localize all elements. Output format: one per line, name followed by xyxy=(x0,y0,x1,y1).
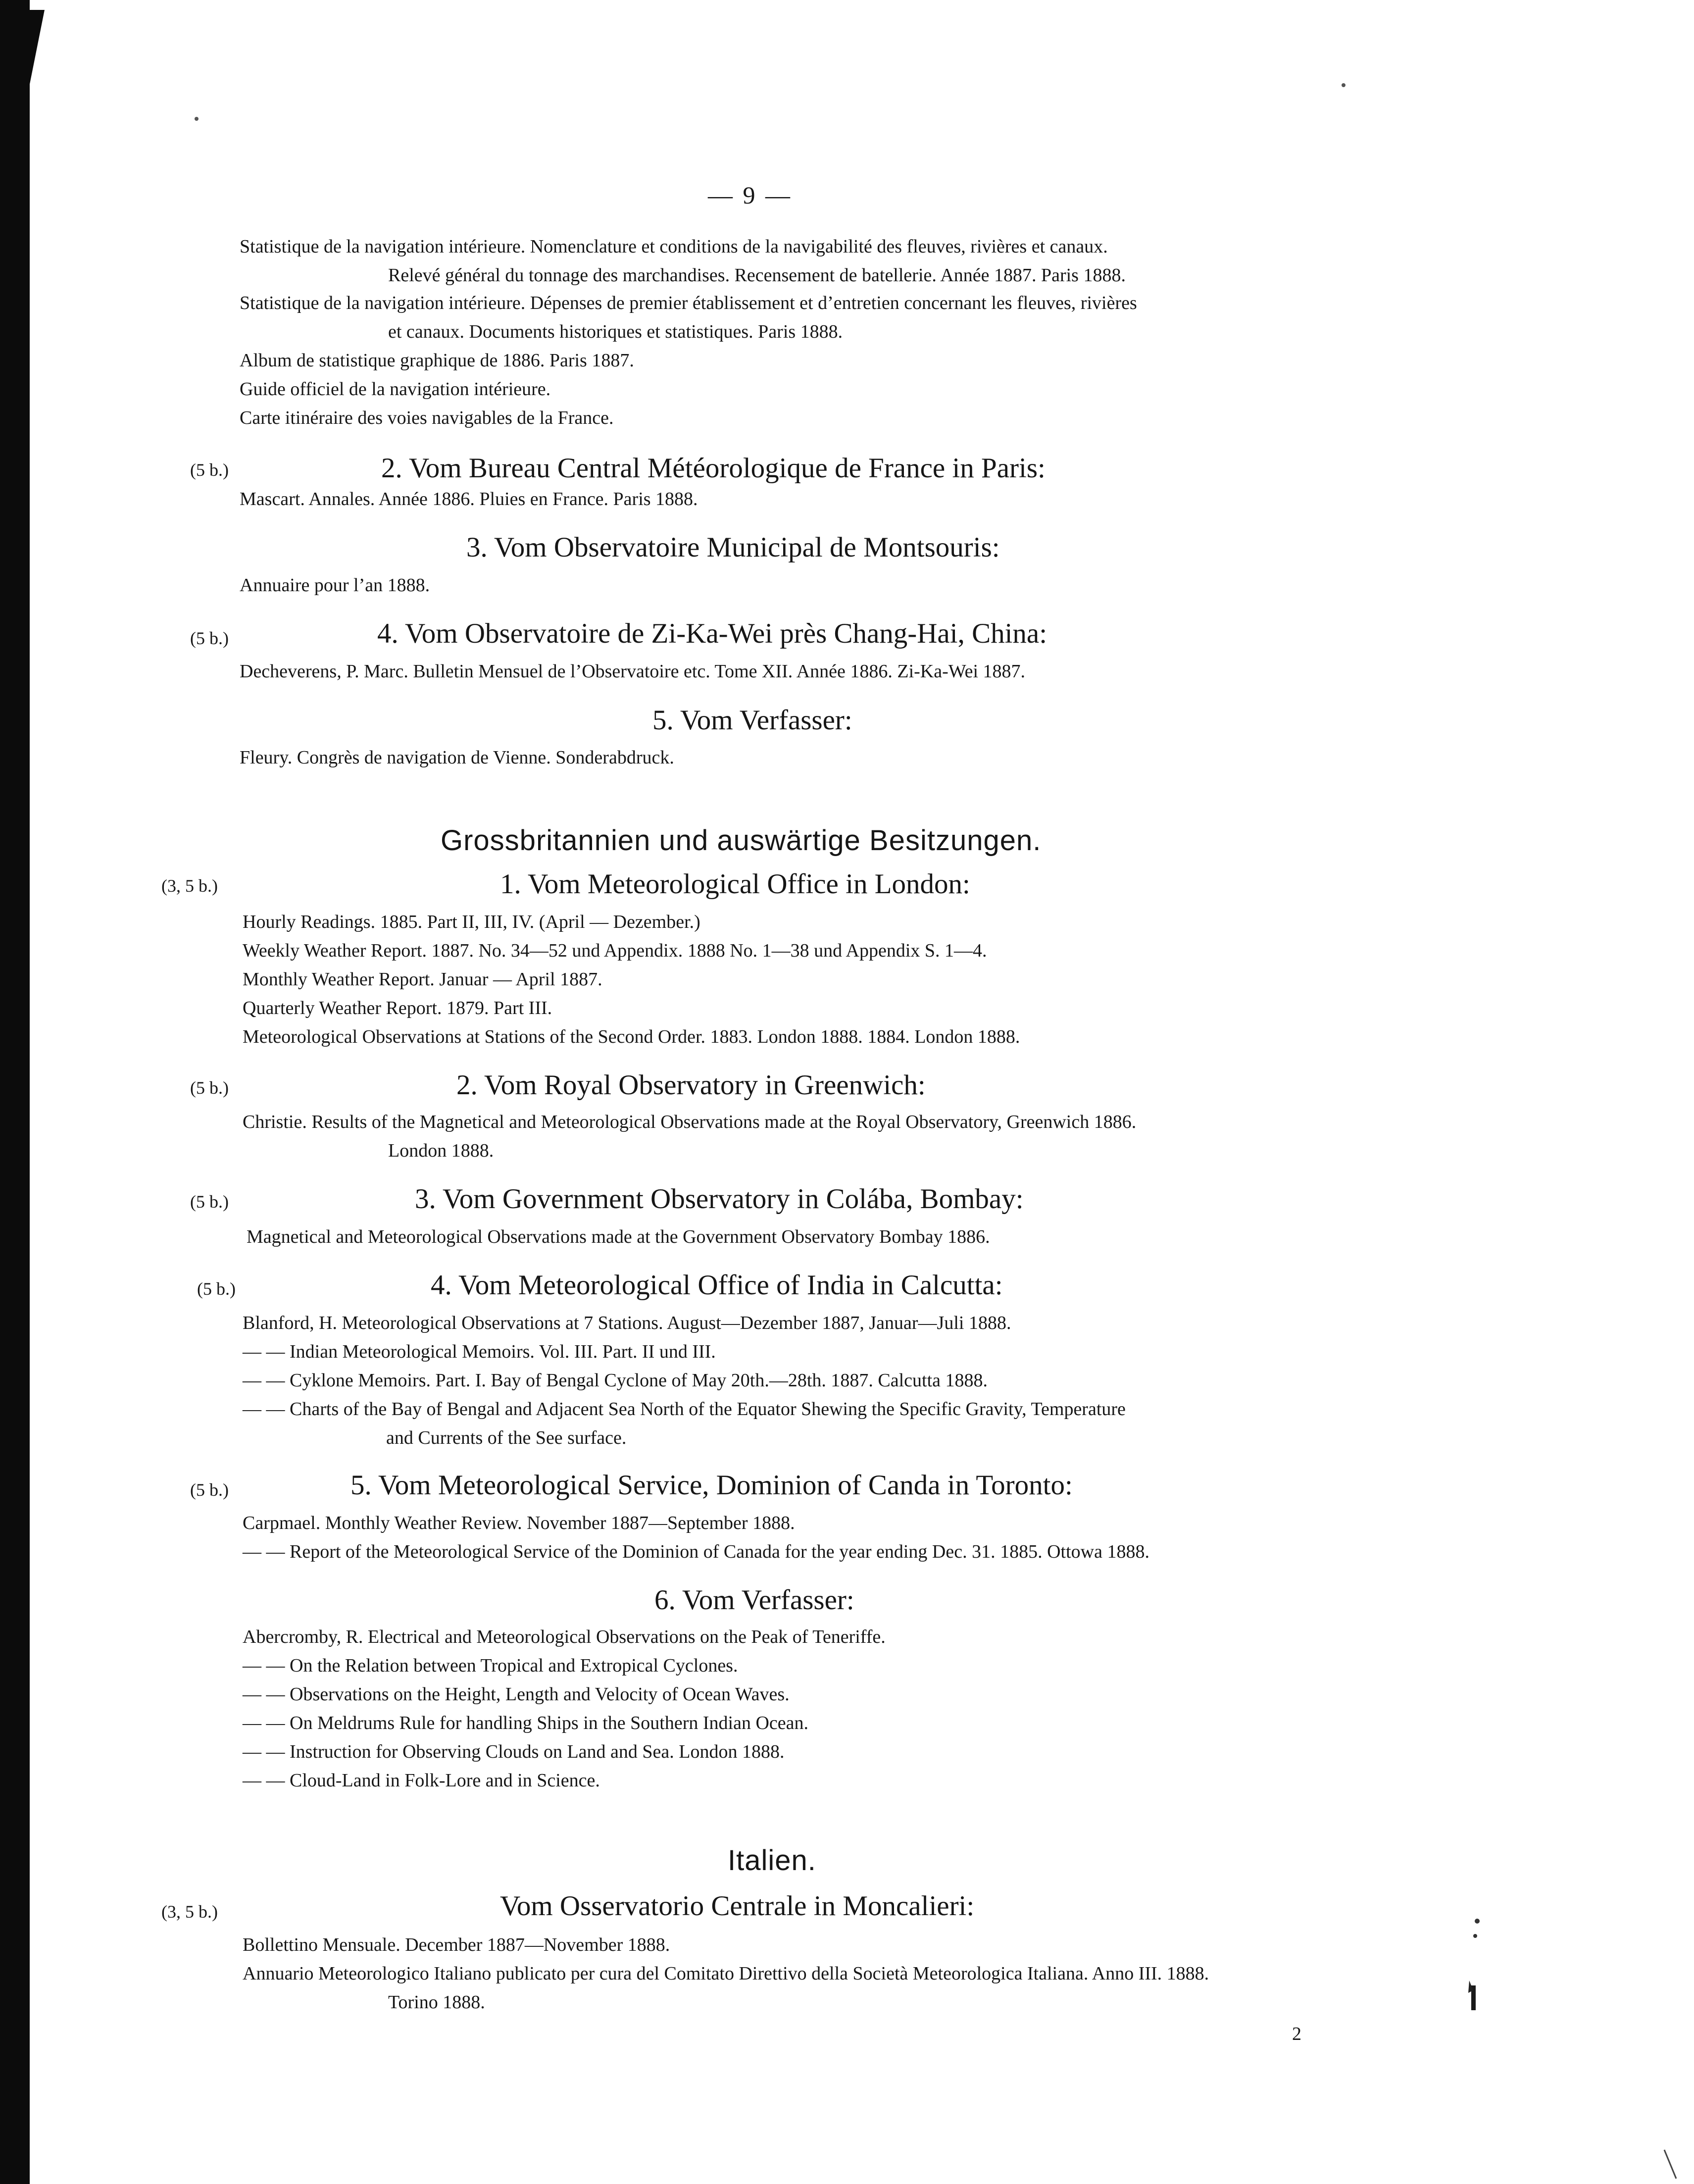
section-heading: Vom Osservatorio Centrale in Moncalieri: xyxy=(500,1890,975,1922)
entry-line: — — Cloud-Land in Folk-Lore and in Science. xyxy=(243,1770,600,1791)
entry-line: Torino 1888. xyxy=(388,1992,485,2013)
entry-line: Relevé général du tonnage des marchandises. Recensement de batellerie. Année 1887. Paris 1888. xyxy=(388,265,1126,286)
entry-line: — — Report of the Meteorological Service of the Dominion of Canada for the year ending Dec. 31. 1885. Ottowa 1888. xyxy=(243,1541,1149,1562)
section-heading: 3. Vom Government Observatory in Colába, Bombay: xyxy=(415,1183,1024,1215)
section-heading: 3. Vom Observatoire Municipal de Montsouris: xyxy=(466,532,1000,563)
section-heading: 5. Vom Verfasser: xyxy=(652,705,852,736)
entry-line: — — On Meldrums Rule for handling Ships in the Southern Indian Ocean. xyxy=(243,1713,809,1733)
country-heading: Grossbritannien und auswärtige Besitzungen. xyxy=(441,824,1042,857)
entry-line: Album de statistique graphique de 1886. Paris 1887. xyxy=(240,350,634,371)
country-heading: Italien. xyxy=(728,1844,816,1877)
shelf-mark: (5 b.) xyxy=(197,1279,236,1299)
ink-smudge xyxy=(1466,1916,1481,2015)
entry-line: Magnetical and Meteorological Observations made at the Government Observatory Bombay 1886. xyxy=(247,1226,990,1247)
entry-line: Meteorological Observations at Stations of the Second Order. 1883. London 1888. 1884. London 1888. xyxy=(243,1026,1020,1047)
entry-line: Carpmael. Monthly Weather Review. November 1887—September 1888. xyxy=(243,1513,795,1533)
entry-line: Fleury. Congrès de navigation de Vienne. Sonderabdruck. xyxy=(240,747,674,768)
entry-line: — — Instruction for Observing Clouds on Land and Sea. London 1888. xyxy=(243,1741,785,1762)
entry-line: Abercromby, R. Electrical and Meteorological Observations on the Peak of Teneriffe. xyxy=(243,1626,886,1647)
shelf-mark: (3, 5 b.) xyxy=(161,1902,218,1922)
entry-line: Annuaire pour l’an 1888. xyxy=(240,575,430,596)
page-number: — 9 — xyxy=(708,181,792,209)
dust-speck xyxy=(1342,83,1345,87)
entry-line: Weekly Weather Report. 1887. No. 34—52 und Appendix. 1888 No. 1—38 und Appendix S. 1—4. xyxy=(243,940,987,961)
dust-speck xyxy=(195,117,199,121)
entry-line: Hourly Readings. 1885. Part II, III, IV. (April — Dezember.) xyxy=(243,912,700,932)
signature-mark: 2 xyxy=(1292,2024,1301,2044)
entry-line: — — Indian Meteorological Memoirs. Vol. III. Part. II und III. xyxy=(243,1341,716,1362)
section-heading: 2. Vom Bureau Central Météorologique de France in Paris: xyxy=(381,453,1046,484)
section-heading: 1. Vom Meteorological Office in London: xyxy=(500,868,970,900)
section-heading: 5. Vom Meteorological Service, Dominion of Canda in Toronto: xyxy=(350,1470,1073,1501)
entry-line: Annuario Meteorologico Italiano publicato per cura del Comitato Direttivo della Società Meteorologica Italiana. Anno III. 1888. xyxy=(243,1963,1209,1984)
entry-line: Quarterly Weather Report. 1879. Part III. xyxy=(243,998,552,1018)
entry-line: Monthly Weather Report. Januar — April 1887. xyxy=(243,969,602,990)
entry-line: — — Charts of the Bay of Bengal and Adjacent Sea North of the Equator Shewing the Specific Gravity, Temperature xyxy=(243,1399,1126,1420)
entry-line: Guide officiel de la navigation intérieure. xyxy=(240,379,551,400)
entry-line: Carte itinéraire des voies navigables de la France. xyxy=(240,407,614,428)
entry-line: London 1888. xyxy=(388,1140,494,1161)
shelf-mark: (5 b.) xyxy=(190,460,229,480)
entry-line: Christie. Results of the Magnetical and Meteorological Observations made at the Royal Observatory, Greenwich 1886. xyxy=(243,1112,1137,1132)
entry-line: and Currents of the See surface. xyxy=(386,1427,627,1448)
shelf-mark: (5 b.) xyxy=(190,1078,229,1098)
entry-line: Decheverens, P. Marc. Bulletin Mensuel de l’Observatoire etc. Tome XII. Année 1886. Zi-Ka-Wei 1887. xyxy=(240,661,1026,682)
section-heading: 4. Vom Observatoire de Zi-Ka-Wei près Chang-Hai, China: xyxy=(377,618,1047,649)
scan-line-mark xyxy=(1663,2149,1678,2184)
shelf-mark: (3, 5 b.) xyxy=(161,876,218,896)
entry-line: Statistique de la navigation intérieure. Nomenclature et conditions de la navigabilité des fleuves, rivières et canaux. xyxy=(240,236,1108,257)
shelf-mark: (5 b.) xyxy=(190,628,229,648)
shelf-mark: (5 b.) xyxy=(190,1480,229,1500)
scan-edge-shadow xyxy=(0,0,30,2184)
entry-line: Blanford, H. Meteorological Observations at 7 Stations. August—Dezember 1887, Januar—Juli 1888. xyxy=(243,1313,1011,1333)
entry-line: Mascart. Annales. Année 1886. Pluies en France. Paris 1888. xyxy=(240,489,698,509)
section-heading: 6. Vom Verfasser: xyxy=(654,1584,854,1616)
scan-edge-flare xyxy=(0,10,45,84)
shelf-mark: (5 b.) xyxy=(190,1192,229,1212)
entry-line: Statistique de la navigation intérieure. Dépenses de premier établissement et d’entretien concernant les fleuves, rivières xyxy=(240,293,1137,313)
entry-line: et canaux. Documents historiques et statistiques. Paris 1888. xyxy=(388,321,843,342)
entry-line: — — On the Relation between Tropical and Extropical Cyclones. xyxy=(243,1655,738,1676)
section-heading: 4. Vom Meteorological Office of India in Calcutta: xyxy=(431,1270,1003,1301)
entry-line: — — Cyklone Memoirs. Part. I. Bay of Bengal Cyclone of May 20th.—28th. 1887. Calcutta 1888. xyxy=(243,1370,988,1391)
entry-line: Bollettino Mensuale. December 1887—November 1888. xyxy=(243,1934,670,1955)
entry-line: — — Observations on the Height, Length and Velocity of Ocean Waves. xyxy=(243,1684,790,1705)
section-heading: 2. Vom Royal Observatory in Greenwich: xyxy=(456,1069,926,1101)
